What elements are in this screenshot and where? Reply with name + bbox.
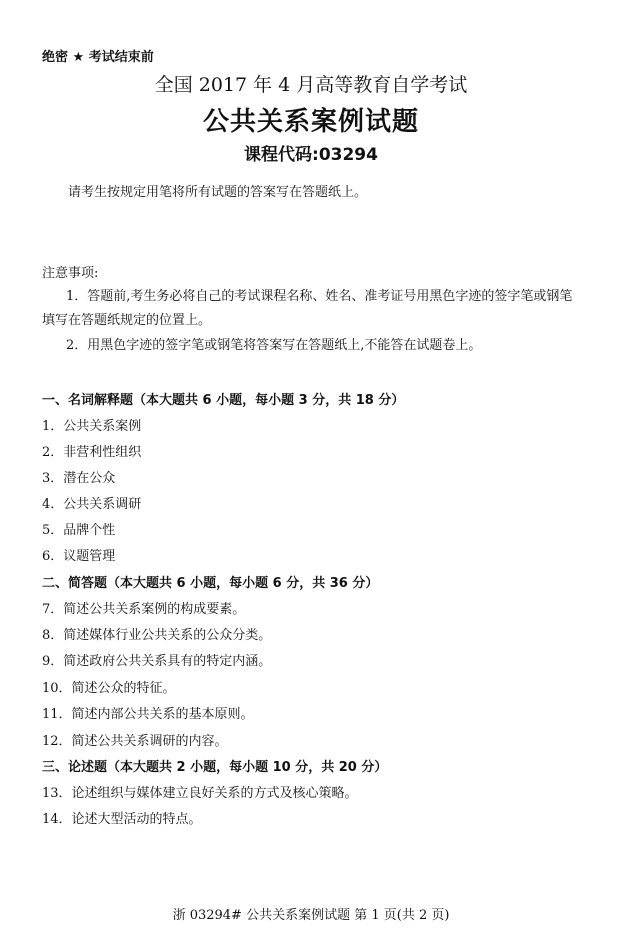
section-heading-3: 三、论述题（本大题共 2 小题，每小题 10 分，共 20 分） [42,760,388,775]
note-item-1-line-2: 填写在答题纸规定的位置上。 [42,313,212,328]
question-item: 1．公共关系案例 [42,419,142,434]
question-item: 4．公共关系调研 [42,497,142,512]
page-footer: 浙 03294# 公共关系案例试题 第 1 页(共 2 页) [172,908,450,923]
question-item: 13．论述组织与媒体建立良好关系的方式及核心策略。 [42,786,358,801]
notes-heading: 注意事项: [42,266,99,281]
paper-title: 公共关系案例试题 [202,107,419,137]
note-item-2: 2．用黑色字迹的签字笔或钢笔将答案写在答题纸上,不能答在试题卷上。 [66,338,482,353]
question-item: 11．简述内部公共关系的基本原则。 [42,707,254,722]
question-item: 8．简述媒体行业公共关系的公众分类。 [42,628,272,643]
question-item: 3．潜在公众 [42,471,116,486]
section-heading-1: 一、名词解释题（本大题共 6 小题，每小题 3 分，共 18 分） [42,393,405,408]
question-item: 10．简述公众的特征。 [42,681,176,696]
question-item: 9．简述政府公共关系具有的特定内涵。 [42,654,272,669]
general-instruction: 请考生按规定用笔将所有试题的答案写在答题纸上。 [68,185,368,200]
question-item: 14．论述大型活动的特点。 [42,812,202,827]
note-item-1-line-1: 1．答题前,考生务必将自己的考试课程名称、姓名、准考证号用黑色字迹的签字笔或钢笔 [66,289,573,304]
question-item: 7．简述公共关系案例的构成要素。 [42,602,246,617]
exam-session-title: 全国 2017 年 4 月高等教育自学考试 [154,74,468,96]
question-item: 12．简述公共关系调研的内容。 [42,734,228,749]
course-code: 课程代码:03294 [244,145,378,165]
section-heading-2: 二、简答题（本大题共 6 小题，每小题 6 分，共 36 分） [42,576,379,591]
question-item: 5．品牌个性 [42,523,116,538]
question-item: 2．非营利性组织 [42,445,142,460]
confidential-label: 绝密 ★ 考试结束前 [42,50,154,65]
question-item: 6．议题管理 [42,549,116,564]
